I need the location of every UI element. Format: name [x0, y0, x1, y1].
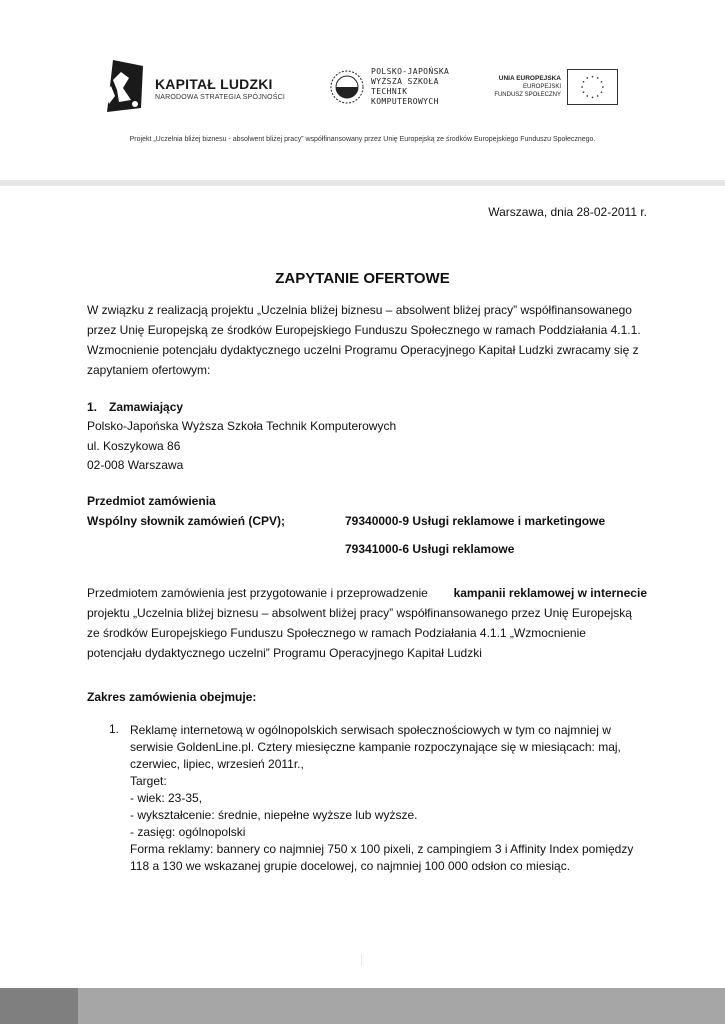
description-text: ze środków Europejskiego Funduszu Społecznego w ramach Podziałania 4.1.1 „Wzmocnienie: [87, 626, 586, 640]
kapital-ludzki-subtitle: NARODOWA STRATEGIA SPÓJNOŚCI: [155, 94, 286, 101]
description-text: Przedmiotem zamówienia jest przygotowanie i przeprowadzenie: [87, 586, 428, 600]
list-line: serwisie GoldenLine.pl. Cztery miesięczne kampanie rozpoczynające się w miesiącach: maj,: [130, 740, 621, 754]
subject-description: [87, 583, 647, 663]
intro-line: zapytaniem ofertowym:: [87, 363, 211, 377]
list-number: 1.: [109, 722, 120, 736]
footer-bar-dark: [0, 988, 78, 1024]
intro-line: Wzmocnienie potencjału dydaktycznego uczelni Programu Operacyjnego Kapitał Ludzki zwracamy się z: [87, 343, 639, 357]
logo-band: [103, 56, 623, 116]
kapital-ludzki-title: KAPITAŁ LUDZKI: [155, 76, 273, 92]
project-funding-line: Projekt „Uczelnia bliżej biznesu - absolwent bliżej pracy” współfinansowany przez Unię Europejską ze środków Europejskiego Funduszu Społecznego.: [129, 136, 596, 143]
section-number: 1.: [87, 400, 98, 414]
intro-paragraph: [87, 300, 647, 380]
scope-heading: Zakres zamówienia obejmuje:: [87, 690, 257, 704]
footer-bar-light: [78, 988, 725, 1024]
eu-title: UNIA EUROPEJSKA: [498, 75, 561, 82]
pjwstk-line: KOMPUTEROWYCH: [371, 97, 439, 106]
description-line: [87, 603, 647, 623]
list-line: - wiek: 23-35,: [130, 791, 203, 805]
description-text: projektu „Uczelnia bliżej biznesu – absolwent bliżej pracy” współfinansowanego przez Unię Europejską: [87, 606, 632, 620]
page-center-mark: [361, 954, 362, 966]
list-line: Forma reklamy: bannery co najmniej 750 x 100 pixeli, z campingiem 3 i Affinity Index pomiędzy: [130, 842, 634, 856]
pjwstk-line: TECHNIK: [371, 87, 408, 96]
list-line: - wykształcenie: średnie, niepełne wyższe lub wyższe.: [130, 808, 418, 822]
description-emphasis: kampanii reklamowej w internecie: [453, 586, 647, 600]
document-title: ZAPYTANIE OFERTOWE: [275, 270, 450, 287]
intro-line: przez Unię Europejską ze środków Europejskiego Funduszu Społecznego w ramach Poddziałania 4.1.1.: [87, 323, 641, 337]
list-line: - zasięg: ogólnopolski: [130, 825, 246, 839]
list-item-body: [130, 722, 647, 875]
eu-line: EUROPEJSKI: [522, 84, 561, 90]
list-line: 118 a 130 we wskazanej grupie docelowej, co najmniej 100 000 odsłon co miesiąc.: [130, 859, 571, 873]
cpv-code: 79340000-9 Usługi reklamowe i marketingowe: [345, 514, 606, 528]
pjwstk-name: [371, 67, 449, 107]
description-line: [87, 623, 647, 643]
cpv-label: Wspólny słownik zamówień (CPV);: [87, 514, 286, 528]
description-line: [87, 583, 647, 603]
section-title: Zamawiający: [109, 400, 184, 414]
client-name: Polsko-Japońska Wyższa Szkoła Technik Komputerowych: [87, 419, 397, 433]
eu-line: FUNDUSZ SPOŁECZNY: [494, 92, 561, 98]
client-street: ul. Koszykowa 86: [87, 439, 181, 453]
list-line: Target:: [130, 774, 167, 788]
pjwstk-logo-icon: [329, 69, 365, 105]
pjwstk-line: POLSKO-JAPOŃSKA: [371, 67, 450, 76]
document-date: Warszawa, dnia 28-02-2011 r.: [488, 205, 647, 219]
intro-line: W związku z realizacją projektu „Uczelnia bliżej biznesu – absolwent bliżej pracy” współfinansowanego: [87, 303, 632, 317]
client-city: 02-008 Warszawa: [87, 458, 184, 472]
eu-caption: [477, 75, 561, 99]
header-divider: [0, 180, 725, 186]
cpv-code: 79341000-6 Usługi reklamowe: [345, 542, 515, 556]
kapital-ludzki-logo-icon: [103, 58, 149, 114]
eu-flag-icon: [567, 69, 618, 105]
pjwstk-line: WYŻSZA SZKOŁA: [371, 77, 439, 86]
subject-heading: Przedmiot zamówienia: [87, 494, 216, 508]
list-line: Reklamę internetową w ogólnopolskich serwisach społecznościowych w tym co najmniej w: [130, 723, 611, 737]
list-line: czerwiec, lipiec, wrzesień 2011r.,: [130, 757, 304, 771]
description-line: potencjału dydaktycznego uczelni” Programu Operacyjnego Kapitał Ludzki: [87, 646, 482, 660]
